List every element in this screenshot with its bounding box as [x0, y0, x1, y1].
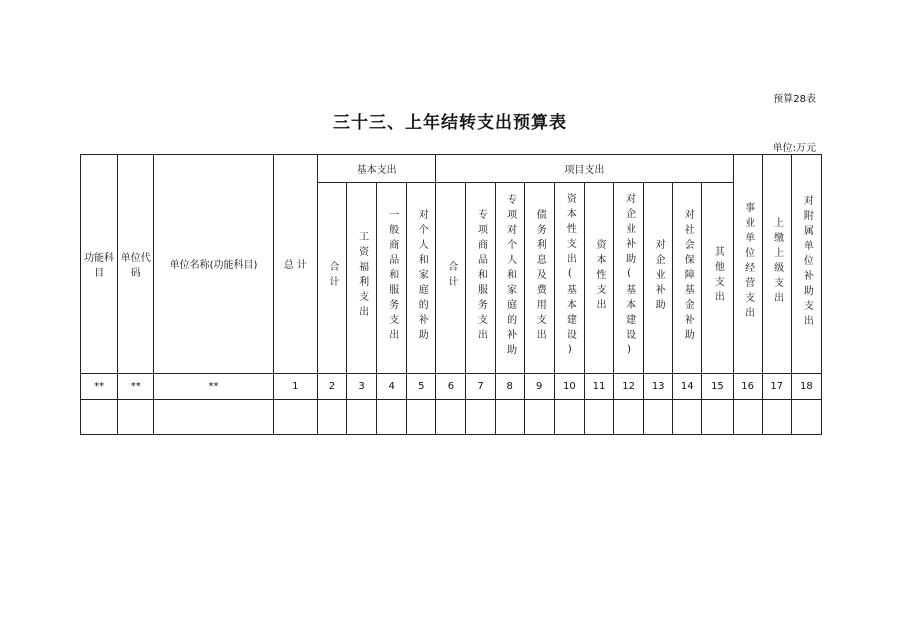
index-row — [81, 373, 822, 399]
index-cell: 8 — [495, 373, 524, 399]
data-cell — [154, 399, 273, 434]
data-cell — [466, 399, 495, 434]
form-number: 预算28表 — [773, 94, 816, 105]
header-unit-name: 单位名称(功能科目) — [154, 155, 273, 374]
header-affiliate: 对附属单位补助支出 — [801, 194, 813, 330]
header-capital-basic: 资本性支出(基本建设) — [564, 192, 576, 360]
header-proj-personal: 专项对个人和家庭的补助 — [504, 193, 516, 359]
header-unit-code: 单位代码 — [118, 155, 154, 374]
index-cell: 15 — [702, 373, 733, 399]
data-cell — [407, 399, 436, 434]
data-cell — [644, 399, 673, 434]
index-cell: 13 — [644, 373, 673, 399]
header-debt: 债务利息及费用支出 — [534, 208, 546, 344]
index-cell: 6 — [436, 373, 466, 399]
index-cell: 17 — [762, 373, 791, 399]
header-proj-sum: 合计 — [445, 261, 457, 292]
data-cell — [673, 399, 702, 434]
index-cell: 9 — [524, 373, 554, 399]
page-title: 三十三、上年结转支出预算表 — [333, 113, 567, 133]
index-cell: 2 — [317, 373, 346, 399]
data-cell — [436, 399, 466, 434]
data-cell — [118, 399, 154, 434]
header-proj-goods: 专项商品和服务支出 — [475, 208, 487, 344]
header-wages: 工资福利支出 — [356, 231, 368, 322]
index-cell: 7 — [466, 373, 495, 399]
header-group-basic: 基本支出 — [317, 155, 435, 183]
index-cell: 10 — [554, 373, 584, 399]
data-cell — [554, 399, 584, 434]
data-row-empty — [81, 399, 822, 434]
data-cell — [762, 399, 791, 434]
index-cell: ** — [118, 373, 154, 399]
data-cell — [317, 399, 346, 434]
index-cell: 18 — [791, 373, 821, 399]
header-basic-sum: 合计 — [326, 261, 338, 292]
data-cell — [495, 399, 524, 434]
header-group-project: 项目支出 — [436, 155, 733, 183]
index-cell: 16 — [733, 373, 762, 399]
index-cell: 1 — [273, 373, 317, 399]
data-cell — [347, 399, 377, 434]
index-cell: 4 — [377, 373, 407, 399]
header-total: 总 计 — [273, 155, 317, 374]
data-cell — [273, 399, 317, 434]
data-cell — [733, 399, 762, 434]
header-unit-ops: 事业单位经营支出 — [742, 202, 754, 323]
header-goods: 一般商品和服务支出 — [386, 208, 398, 344]
header-capital: 资本性支出 — [593, 238, 605, 314]
data-cell — [524, 399, 554, 434]
index-cell: ** — [81, 373, 118, 399]
data-cell — [81, 399, 118, 434]
data-cell — [377, 399, 407, 434]
data-cell — [584, 399, 613, 434]
index-cell: 5 — [407, 373, 436, 399]
header-enterprise-basic: 对企业补助(基本建设) — [623, 192, 635, 360]
index-cell: 12 — [614, 373, 644, 399]
unit-label: 单位:万元 — [772, 143, 816, 154]
header-upper: 上缴上级支出 — [771, 217, 783, 308]
header-func-code: 功能科目 — [81, 155, 118, 374]
index-cell: 14 — [673, 373, 702, 399]
budget-table — [80, 154, 822, 435]
header-social: 对社会保障基金补助 — [682, 208, 694, 344]
data-cell — [702, 399, 733, 434]
data-cell — [614, 399, 644, 434]
header-other: 其他支出 — [712, 246, 724, 307]
index-cell: 3 — [347, 373, 377, 399]
header-enterprise: 对企业补助 — [653, 238, 665, 314]
data-cell — [791, 399, 821, 434]
index-cell: ** — [154, 373, 273, 399]
header-personal: 对个人和家庭的补助 — [416, 208, 428, 344]
index-cell: 11 — [584, 373, 613, 399]
